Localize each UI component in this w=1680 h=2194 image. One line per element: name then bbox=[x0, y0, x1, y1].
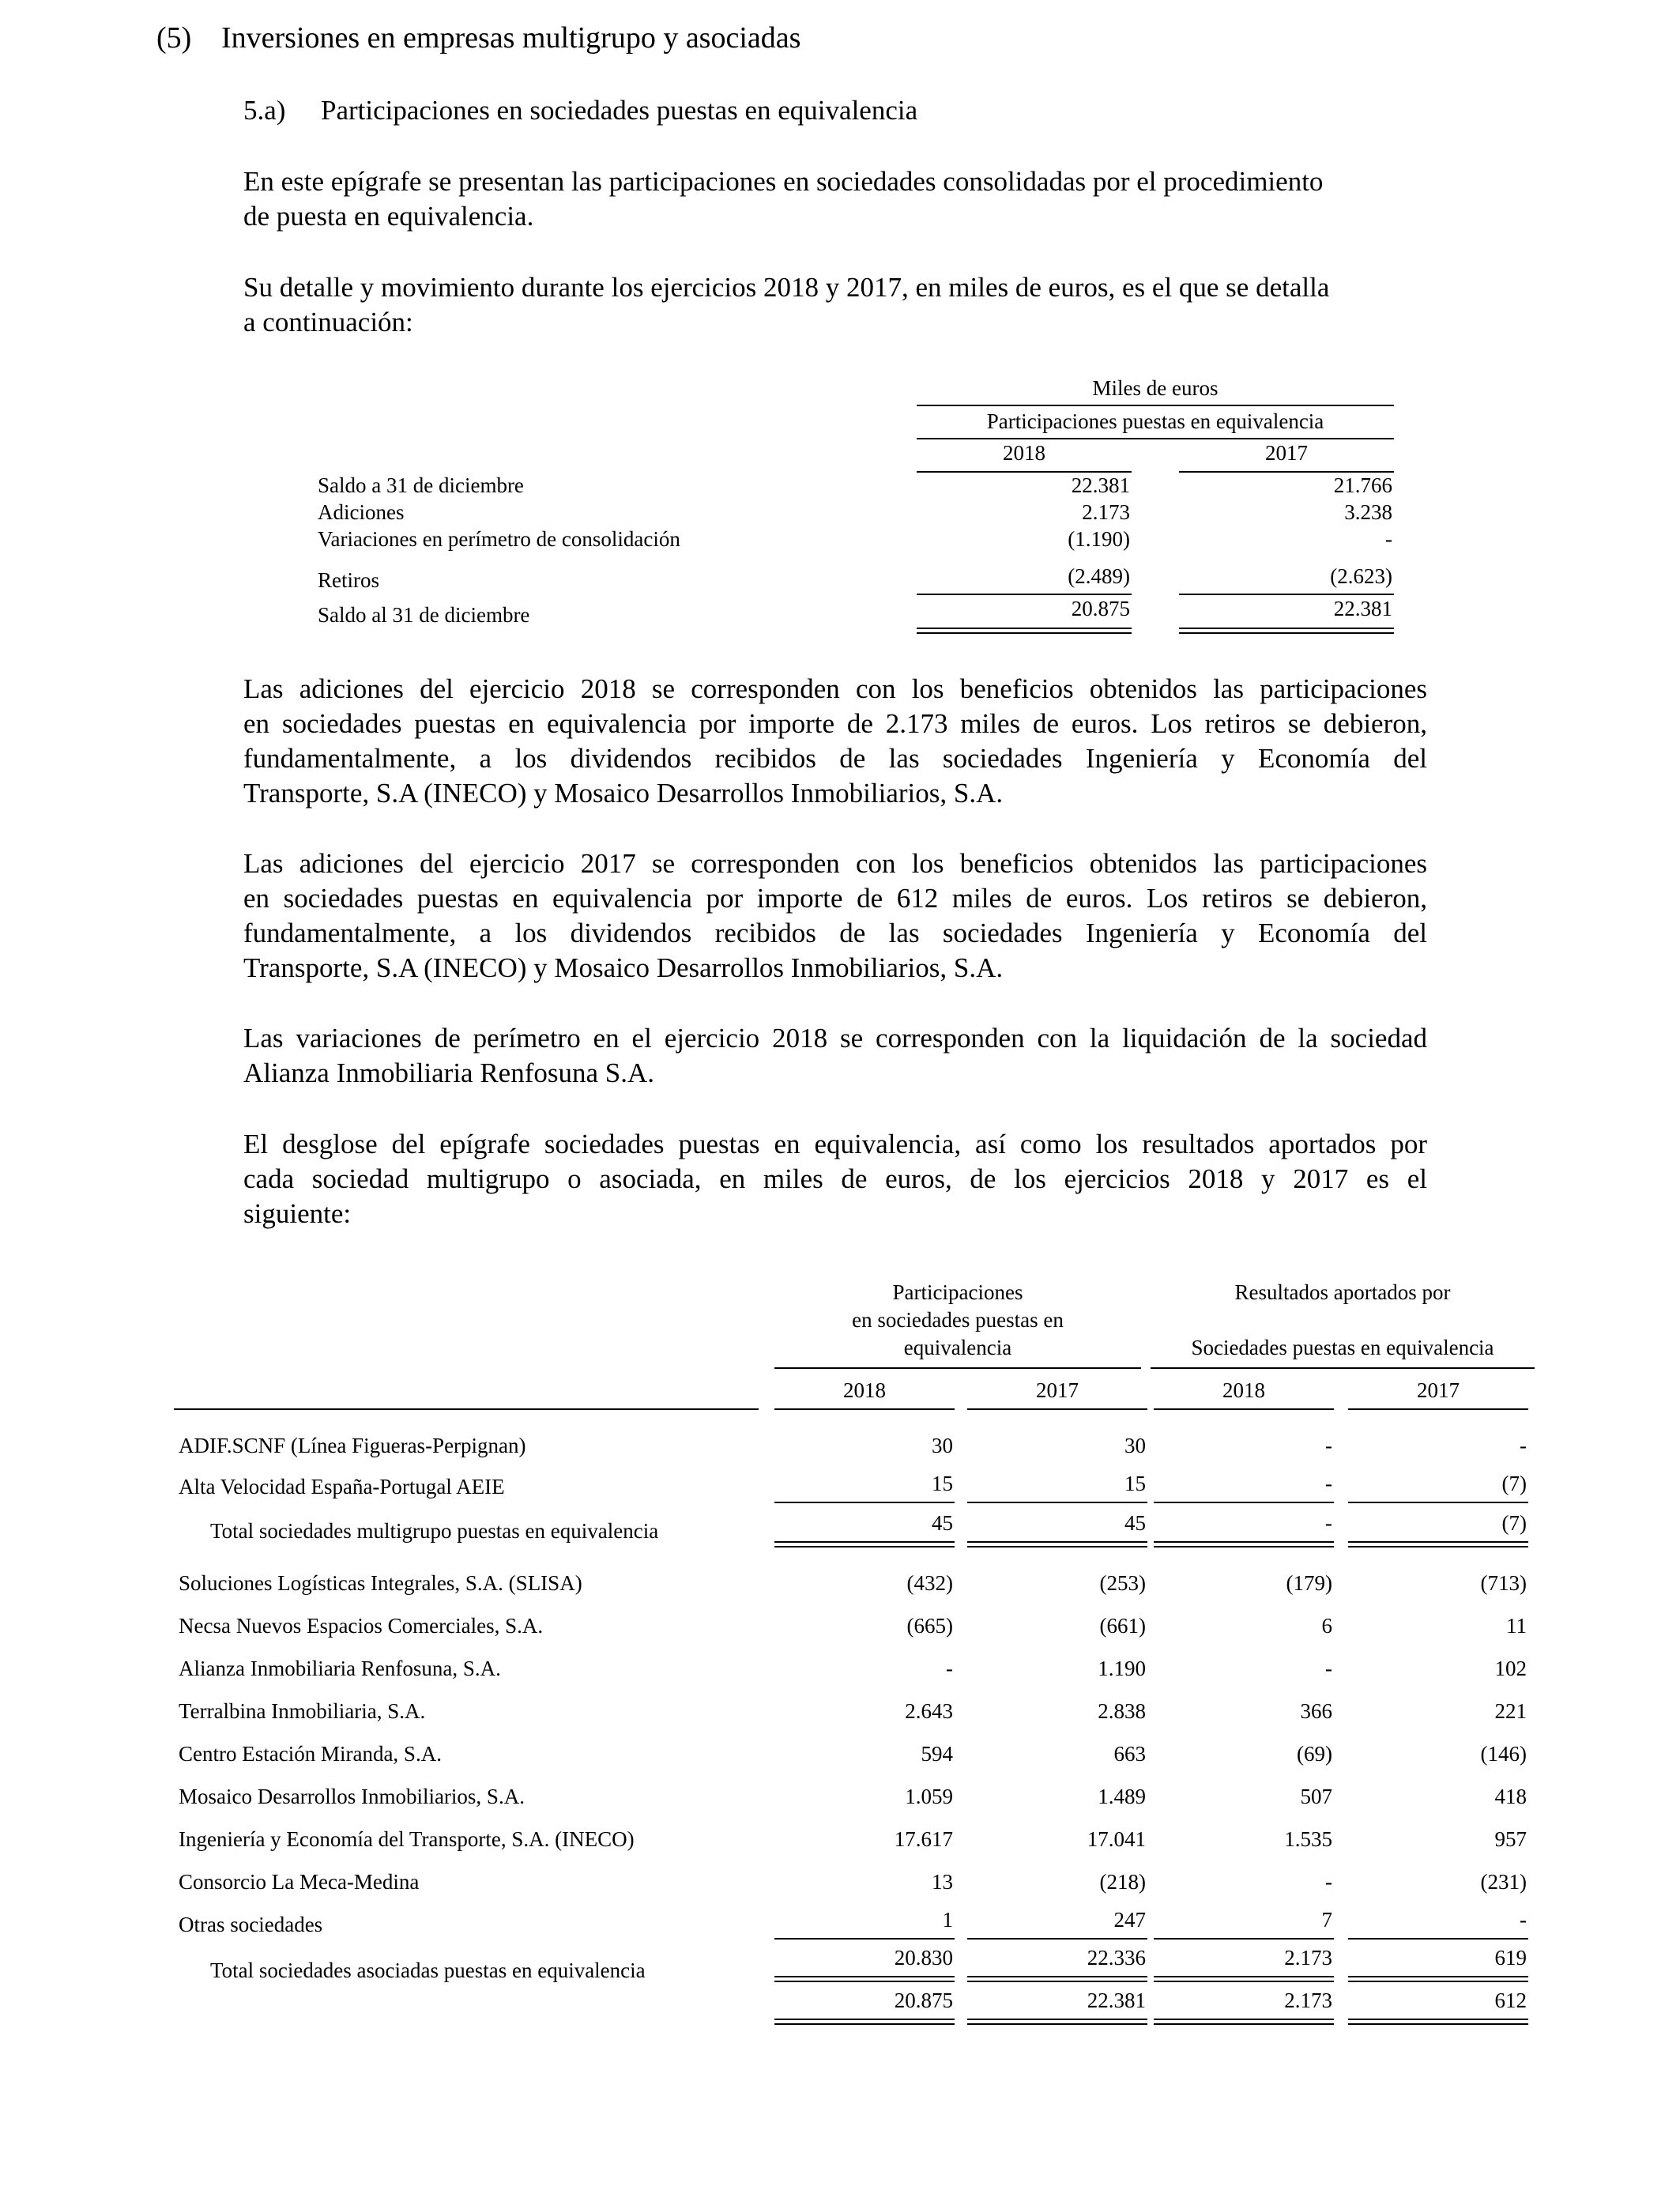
row-label: Retiros bbox=[318, 568, 379, 592]
cell: 247 bbox=[1113, 1908, 1146, 1932]
cell: 45 bbox=[932, 1511, 953, 1535]
cell: 13 bbox=[932, 1870, 953, 1894]
cell: 22.336 bbox=[1087, 1946, 1146, 1970]
paragraph-intro bbox=[243, 164, 1427, 234]
cell: (713) bbox=[1480, 1571, 1527, 1595]
cell: 2.838 bbox=[1098, 1699, 1146, 1723]
cell: 957 bbox=[1494, 1827, 1527, 1851]
cell: (231) bbox=[1480, 1870, 1527, 1894]
cell: 30 bbox=[1124, 1434, 1146, 1457]
row-label: Centro Estación Miranda, S.A. bbox=[179, 1742, 442, 1766]
cell: - bbox=[1325, 1870, 1332, 1894]
cell: - bbox=[946, 1657, 953, 1680]
group1-header-line2: en sociedades puestas en bbox=[852, 1308, 1064, 1332]
group2-header-line1: Resultados aportados por bbox=[1234, 1280, 1451, 1304]
paragraph-line: Las adiciones del ejercicio 2017 se corresponden con los beneficios obtenidos las participaciones bbox=[243, 848, 1427, 879]
cell: 1.489 bbox=[1098, 1785, 1146, 1808]
paragraph-additions-2017 bbox=[243, 846, 1427, 986]
year-col-4: 2017 bbox=[1417, 1378, 1460, 1402]
paragraph-line: en sociedades puestas en equivalencia por importe de 2.173 miles de euros. Los retiros se debieron, bbox=[243, 708, 1427, 739]
paragraph-line: cada sociedad multigrupo o asociada, en miles de euros, de los ejercicios 2018 y 2017 es el bbox=[243, 1163, 1427, 1194]
row-label: Saldo a 31 de diciembre bbox=[318, 473, 524, 497]
cell-2017: (2.623) bbox=[1330, 564, 1392, 588]
paragraph-line: Las adiciones del ejercicio 2018 se corresponden con los beneficios obtenidos las participaciones bbox=[243, 673, 1427, 704]
row-label: Otras sociedades bbox=[179, 1913, 323, 1936]
cell: - bbox=[1520, 1434, 1527, 1457]
row-label: Total sociedades multigrupo puestas en equivalencia bbox=[210, 1519, 659, 1543]
cell: 1 bbox=[942, 1908, 953, 1932]
year-col-1: 2018 bbox=[843, 1378, 886, 1402]
cell: 1.535 bbox=[1284, 1827, 1332, 1851]
cell: 507 bbox=[1300, 1785, 1332, 1808]
cell-2017: - bbox=[1385, 527, 1392, 551]
year-col-3: 2018 bbox=[1222, 1378, 1265, 1402]
cell-2017: 21.766 bbox=[1333, 473, 1392, 497]
cell-2018: (2.489) bbox=[1068, 564, 1130, 588]
cell-2018: 20.875 bbox=[1071, 597, 1130, 620]
table1-header-sub: Participaciones puestas en equivalencia bbox=[986, 409, 1324, 433]
cell: 30 bbox=[932, 1434, 953, 1457]
paragraph-line: a continuación: bbox=[243, 307, 413, 337]
cell: 2.643 bbox=[905, 1699, 953, 1723]
cell: (665) bbox=[906, 1614, 953, 1638]
cell: 594 bbox=[921, 1742, 953, 1766]
paragraph-line: Transporte, S.A (INECO) y Mosaico Desarrollos Inmobiliarios, S.A. bbox=[243, 778, 1004, 809]
group2-header-line2: Sociedades puestas en equivalencia bbox=[1191, 1336, 1494, 1359]
paragraph-line: Las variaciones de perímetro en el ejercicio 2018 se corresponden con la liquidación de la sociedad bbox=[243, 1023, 1427, 1054]
row-label: Alianza Inmobiliaria Renfosuna, S.A. bbox=[179, 1657, 501, 1680]
cell: 2.173 bbox=[1284, 1946, 1332, 1970]
cell: - bbox=[1325, 1657, 1332, 1680]
cell-2018: 2.173 bbox=[1082, 500, 1130, 524]
cell: - bbox=[1325, 1434, 1332, 1457]
row-label: Ingeniería y Economía del Transporte, S.A. (INECO) bbox=[179, 1827, 635, 1851]
paragraph-breakdown bbox=[243, 1127, 1427, 1231]
cell: 15 bbox=[1124, 1472, 1146, 1495]
paragraph-line: Alianza Inmobiliaria Renfosuna S.A. bbox=[243, 1057, 655, 1088]
cell: (179) bbox=[1286, 1571, 1332, 1595]
cell: 20.875 bbox=[894, 1989, 953, 2012]
cell: (432) bbox=[906, 1571, 953, 1595]
row-label: Terralbina Inmobiliaria, S.A. bbox=[179, 1699, 426, 1723]
table1-year-2018: 2018 bbox=[1003, 441, 1045, 465]
cell: 663 bbox=[1113, 1742, 1146, 1766]
cell: 45 bbox=[1124, 1511, 1146, 1535]
cell: (7) bbox=[1501, 1511, 1527, 1535]
cell: 2.173 bbox=[1284, 1989, 1332, 2012]
cell: 619 bbox=[1494, 1946, 1527, 1970]
table1-header-top: Miles de euros bbox=[1092, 376, 1219, 400]
group1-header-line1: Participaciones bbox=[892, 1280, 1023, 1304]
cell-2018: 22.381 bbox=[1071, 473, 1130, 497]
cell: 7 bbox=[1321, 1908, 1332, 1932]
cell: 20.830 bbox=[894, 1946, 953, 1970]
row-label: Variaciones en perímetro de consolidación bbox=[318, 527, 680, 551]
paragraph-line: En este epígrafe se presentan las participaciones en sociedades consolidadas por el procedimiento bbox=[243, 166, 1324, 197]
row-label: ADIF.SCNF (Línea Figueras-Perpignan) bbox=[179, 1434, 526, 1457]
paragraph-detail bbox=[243, 270, 1427, 340]
cell: 11 bbox=[1506, 1614, 1527, 1638]
row-label: Consorcio La Meca-Medina bbox=[179, 1870, 420, 1894]
paragraph-line: siguiente: bbox=[243, 1198, 352, 1229]
cell: 102 bbox=[1494, 1657, 1527, 1680]
row-label: Saldo al 31 de diciembre bbox=[318, 603, 530, 627]
cell: (7) bbox=[1501, 1472, 1527, 1495]
cell: (661) bbox=[1099, 1614, 1146, 1638]
cell: - bbox=[1520, 1908, 1527, 1932]
paragraph-additions-2018 bbox=[243, 672, 1427, 811]
paragraph-line: Transporte, S.A (INECO) y Mosaico Desarrollos Inmobiliarios, S.A. bbox=[243, 952, 1004, 983]
paragraph-line: en sociedades puestas en equivalencia por importe de 612 miles de euros. Los retiros se debieron, bbox=[243, 883, 1427, 914]
cell-2017: 22.381 bbox=[1333, 597, 1392, 620]
cell: (253) bbox=[1099, 1571, 1146, 1595]
paragraph-line: fundamentalmente, a los dividendos recibidos de las sociedades Ingeniería y Economía del bbox=[243, 918, 1427, 948]
row-label: Necsa Nuevos Espacios Comerciales, S.A. bbox=[179, 1614, 544, 1638]
section-number: (5) bbox=[156, 21, 192, 55]
year-col-2: 2017 bbox=[1036, 1378, 1079, 1402]
cell: 418 bbox=[1494, 1785, 1527, 1808]
subsection-title: Participaciones en sociedades puestas en equivalencia bbox=[321, 95, 918, 126]
cell: 1.059 bbox=[905, 1785, 953, 1808]
cell: (69) bbox=[1297, 1742, 1332, 1766]
cell: 15 bbox=[932, 1472, 953, 1495]
cell: (146) bbox=[1480, 1742, 1527, 1766]
paragraph-perimeter bbox=[243, 1021, 1427, 1091]
subsection-number: 5.a) bbox=[243, 95, 286, 126]
paragraph-line: Su detalle y movimiento durante los ejercicios 2018 y 2017, en miles de euros, es el que se detalla bbox=[243, 272, 1330, 303]
cell: 612 bbox=[1494, 1989, 1527, 2012]
cell: 6 bbox=[1321, 1614, 1332, 1638]
cell: 17.041 bbox=[1087, 1827, 1146, 1851]
cell: 17.617 bbox=[894, 1827, 953, 1851]
cell: - bbox=[1325, 1511, 1332, 1535]
row-label: Alta Velocidad España-Portugal AEIE bbox=[179, 1475, 505, 1498]
cell: 1.190 bbox=[1098, 1657, 1146, 1680]
section-title: Inversiones en empresas multigrupo y asociadas bbox=[221, 21, 801, 55]
cell: - bbox=[1325, 1472, 1332, 1495]
cell-2018: (1.190) bbox=[1068, 527, 1130, 551]
cell: (218) bbox=[1099, 1870, 1146, 1894]
row-label: Total sociedades asociadas puestas en equivalencia bbox=[210, 1958, 646, 1982]
paragraph-line: de puesta en equivalencia. bbox=[243, 201, 534, 232]
cell: 22.381 bbox=[1087, 1989, 1146, 2012]
row-label: Mosaico Desarrollos Inmobiliarios, S.A. bbox=[179, 1785, 525, 1808]
cell: 366 bbox=[1300, 1699, 1332, 1723]
cell: 221 bbox=[1494, 1699, 1527, 1723]
row-label: Soluciones Logísticas Integrales, S.A. (SLISA) bbox=[179, 1571, 582, 1595]
cell-2017: 3.238 bbox=[1344, 500, 1392, 524]
row-label: Adiciones bbox=[318, 500, 405, 524]
paragraph-line: fundamentalmente, a los dividendos recibidos de las sociedades Ingeniería y Economía del bbox=[243, 743, 1427, 774]
paragraph-line: El desglose del epígrafe sociedades puestas en equivalencia, así como los resultados aportados por bbox=[243, 1129, 1427, 1159]
group1-header-line3: equivalencia bbox=[903, 1336, 1012, 1359]
table1-year-2017: 2017 bbox=[1265, 441, 1308, 465]
